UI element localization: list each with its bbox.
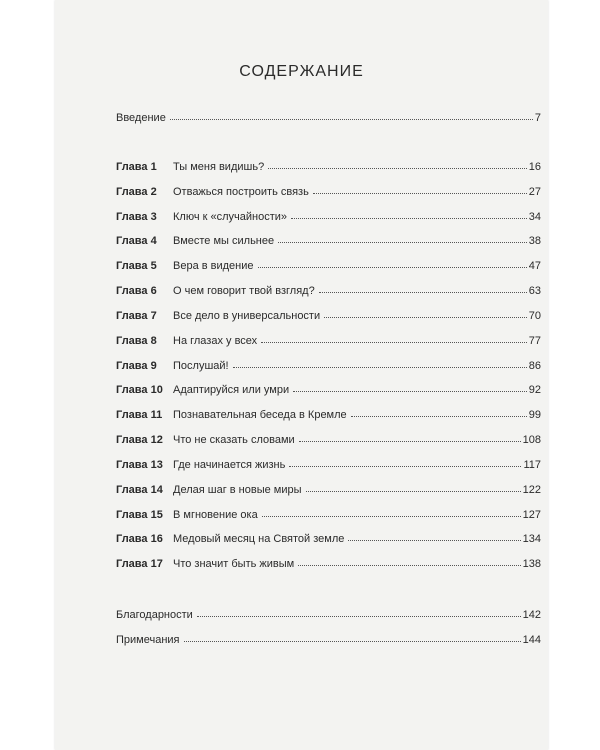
toc-row-notes bbox=[116, 628, 541, 646]
chapter-label: Глава 13 bbox=[116, 459, 163, 471]
chapter-page: 117 bbox=[523, 459, 541, 471]
chapter-title: Вера в видение bbox=[173, 260, 254, 272]
chapter-page: 86 bbox=[528, 360, 541, 372]
toc-row-chapter-11 bbox=[116, 403, 541, 421]
chapter-label: Глава 4 bbox=[116, 235, 157, 247]
dot-leader bbox=[319, 292, 527, 293]
dot-leader bbox=[268, 168, 527, 169]
chapter-label: Глава 14 bbox=[116, 484, 163, 496]
chapter-label: Глава 9 bbox=[116, 360, 157, 372]
chapter-title: Отважься построить связь bbox=[173, 186, 309, 198]
chapter-title: Что не сказать словами bbox=[173, 434, 295, 446]
toc-row-chapter-9 bbox=[116, 354, 541, 372]
toc-row-chapter-13 bbox=[116, 453, 541, 471]
chapter-page: 47 bbox=[528, 260, 541, 272]
toc-row-chapter-12 bbox=[116, 428, 541, 446]
chapter-page: 127 bbox=[522, 509, 541, 521]
toc-row-chapter-3 bbox=[116, 205, 541, 223]
toc-row-chapter-1 bbox=[116, 155, 541, 173]
chapter-label: Глава 17 bbox=[116, 558, 163, 570]
chapter-title: Послушай! bbox=[173, 360, 229, 372]
dot-leader bbox=[278, 242, 527, 243]
chapter-label: Глава 12 bbox=[116, 434, 163, 446]
toc-row-chapter-16 bbox=[116, 527, 541, 545]
dot-leader bbox=[351, 416, 527, 417]
chapter-page: 70 bbox=[528, 310, 541, 322]
toc-row-chapter-15 bbox=[116, 503, 541, 521]
toc-back-page: 144 bbox=[522, 634, 541, 646]
chapter-label: Глава 10 bbox=[116, 384, 163, 396]
dot-leader bbox=[233, 367, 527, 368]
toc-row-intro bbox=[116, 106, 541, 124]
dot-leader bbox=[313, 193, 527, 194]
toc-row-chapter-2 bbox=[116, 180, 541, 198]
dot-leader bbox=[184, 641, 521, 642]
chapter-page: 38 bbox=[528, 235, 541, 247]
chapter-title: Ключ к «случайности» bbox=[173, 211, 288, 223]
dot-leader bbox=[258, 267, 527, 268]
chapter-label: Глава 15 bbox=[116, 509, 163, 521]
chapter-page: 99 bbox=[528, 409, 541, 421]
book-page bbox=[55, 0, 548, 750]
chapter-page: 138 bbox=[522, 558, 541, 570]
dot-leader bbox=[261, 342, 527, 343]
chapter-title: О чем говорит твой взгляд? bbox=[173, 285, 315, 297]
page-title: СОДЕРЖАНИЕ bbox=[239, 63, 364, 80]
chapter-label: Глава 16 bbox=[116, 533, 163, 545]
toc-intro-text: Введение bbox=[116, 112, 166, 124]
toc-row-chapter-6 bbox=[116, 279, 541, 297]
chapter-title: Делая шаг в новые миры bbox=[173, 484, 302, 496]
chapter-label: Глава 5 bbox=[116, 260, 157, 272]
chapter-title: Адаптируйся или умри bbox=[173, 384, 290, 396]
toc-back-text: Примечания bbox=[116, 634, 180, 646]
dot-leader bbox=[298, 565, 520, 566]
chapter-label: Глава 6 bbox=[116, 285, 157, 297]
dot-leader bbox=[348, 540, 520, 541]
toc-back-text: Благодарности bbox=[116, 609, 193, 621]
chapter-label: Глава 3 bbox=[116, 211, 157, 223]
chapter-title: Где начинается жизнь bbox=[173, 459, 286, 471]
chapter-label: Глава 2 bbox=[116, 186, 157, 198]
dot-leader bbox=[324, 317, 527, 318]
dot-leader bbox=[306, 491, 521, 492]
dot-leader bbox=[291, 218, 527, 219]
toc-row-chapter-17 bbox=[116, 552, 541, 570]
dot-leader bbox=[289, 466, 521, 467]
chapter-page: 77 bbox=[528, 335, 541, 347]
chapter-page: 16 bbox=[528, 161, 541, 173]
toc-row-chapter-4 bbox=[116, 229, 541, 247]
chapter-title: Медовый месяц на Святой земле bbox=[173, 533, 345, 545]
chapter-label: Глава 1 bbox=[116, 161, 157, 173]
toc-row-chapter-10 bbox=[116, 378, 541, 396]
chapter-page: 108 bbox=[522, 434, 541, 446]
toc-row-chapter-8 bbox=[116, 329, 541, 347]
dot-leader bbox=[299, 441, 521, 442]
chapter-page: 34 bbox=[528, 211, 541, 223]
chapter-page: 92 bbox=[528, 384, 541, 396]
toc-back-page: 142 bbox=[522, 609, 541, 621]
chapter-page: 63 bbox=[528, 285, 541, 297]
chapter-label: Глава 11 bbox=[116, 409, 163, 421]
dot-leader bbox=[197, 616, 521, 617]
chapter-label: Глава 8 bbox=[116, 335, 157, 347]
chapter-title: Все дело в универсальности bbox=[173, 310, 321, 322]
chapter-page: 27 bbox=[528, 186, 541, 198]
chapter-label: Глава 7 bbox=[116, 310, 157, 322]
dot-leader bbox=[170, 119, 533, 120]
dot-leader bbox=[262, 516, 521, 517]
dot-leader bbox=[293, 391, 527, 392]
chapter-title: Познавательная беседа в Кремле bbox=[173, 409, 347, 421]
chapter-page: 134 bbox=[522, 533, 541, 545]
chapter-page: 122 bbox=[522, 484, 541, 496]
toc-row-chapter-7 bbox=[116, 304, 541, 322]
chapter-title: Вместе мы сильнее bbox=[173, 235, 275, 247]
chapter-title: В мгновение ока bbox=[173, 509, 258, 521]
toc-row-chapter-14 bbox=[116, 478, 541, 496]
chapter-title: Что значит быть живым bbox=[173, 558, 295, 570]
chapter-title: Ты меня видишь? bbox=[173, 161, 265, 173]
chapter-title: На глазах у всех bbox=[173, 335, 258, 347]
toc-row-chapter-5 bbox=[116, 254, 541, 272]
toc-row-acknowledgements bbox=[116, 603, 541, 621]
toc-intro-page: 7 bbox=[534, 112, 541, 124]
